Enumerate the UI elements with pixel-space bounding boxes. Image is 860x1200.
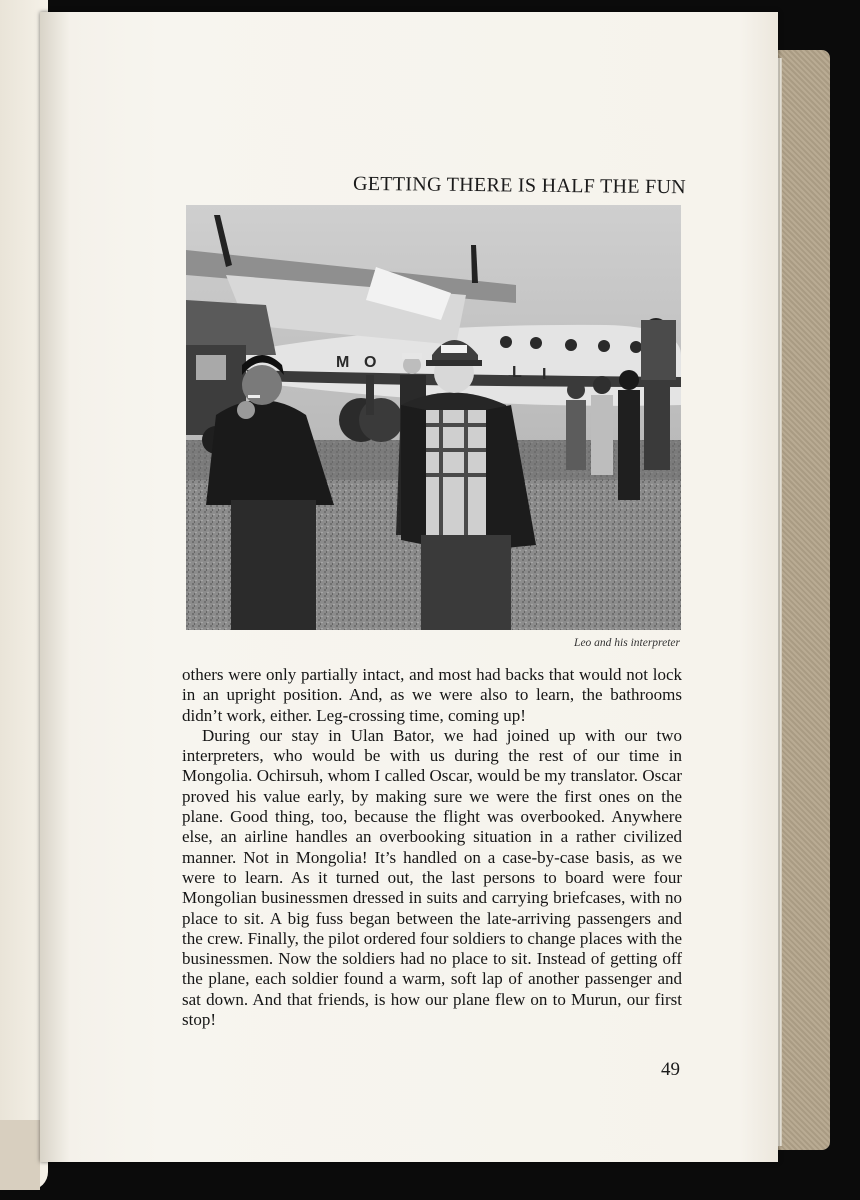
running-head: GETTING THERE IS HALF THE FUN xyxy=(352,172,687,199)
fuselage-letter-3: L xyxy=(512,364,522,381)
fuselage-letter-1: M xyxy=(336,354,350,371)
paragraph-2: During our stay in Ulan Bator, we had joined up with our two interpreters, who would be with us during the rest of our time in Mongolia. Ochirsuh, whom I called Oscar, would be my translator. Oscar proved his value early, by making sure we were the first ones on the plane. Good thing, too, because the flight was overbooked. Anywhere else, an airline handles an overbooking situation in a rather civilized manner. Not in Mongolia! It’s handled on a case-by-case basis, as we were to learn. As it turned out, the last persons to board were four Mongolian businessmen dressed in suits and carrying briefcases, with no place to sit. A big fuss began between the late-arriving passengers and the crew. Finally, the pilot ordered four soldiers to change places with the businessmen. Now the soldiers had no place to sit. Instead of getting off the plane, each soldier found a warm, soft lap of another passenger and sat down. And that friends, is how our plane flew on to Murun, our first stop! xyxy=(182,725,682,1030)
body-text xyxy=(182,665,682,1030)
page-number: 49 xyxy=(661,1059,680,1080)
fuselage-letter-4: I xyxy=(542,366,547,383)
paragraph-1: others were only partially intact, and most had backs that would not lock in an upright position. And, as we were also to learn, the bathrooms didn’t work, either. Leg-crossing time, coming up! xyxy=(182,665,682,725)
photograph xyxy=(186,205,681,630)
photo-caption: Leo and his interpreter xyxy=(574,637,680,649)
photo-illustration xyxy=(186,205,681,630)
left-page-torn-corner xyxy=(0,1120,40,1190)
fuselage-letter-2: O xyxy=(364,354,377,371)
